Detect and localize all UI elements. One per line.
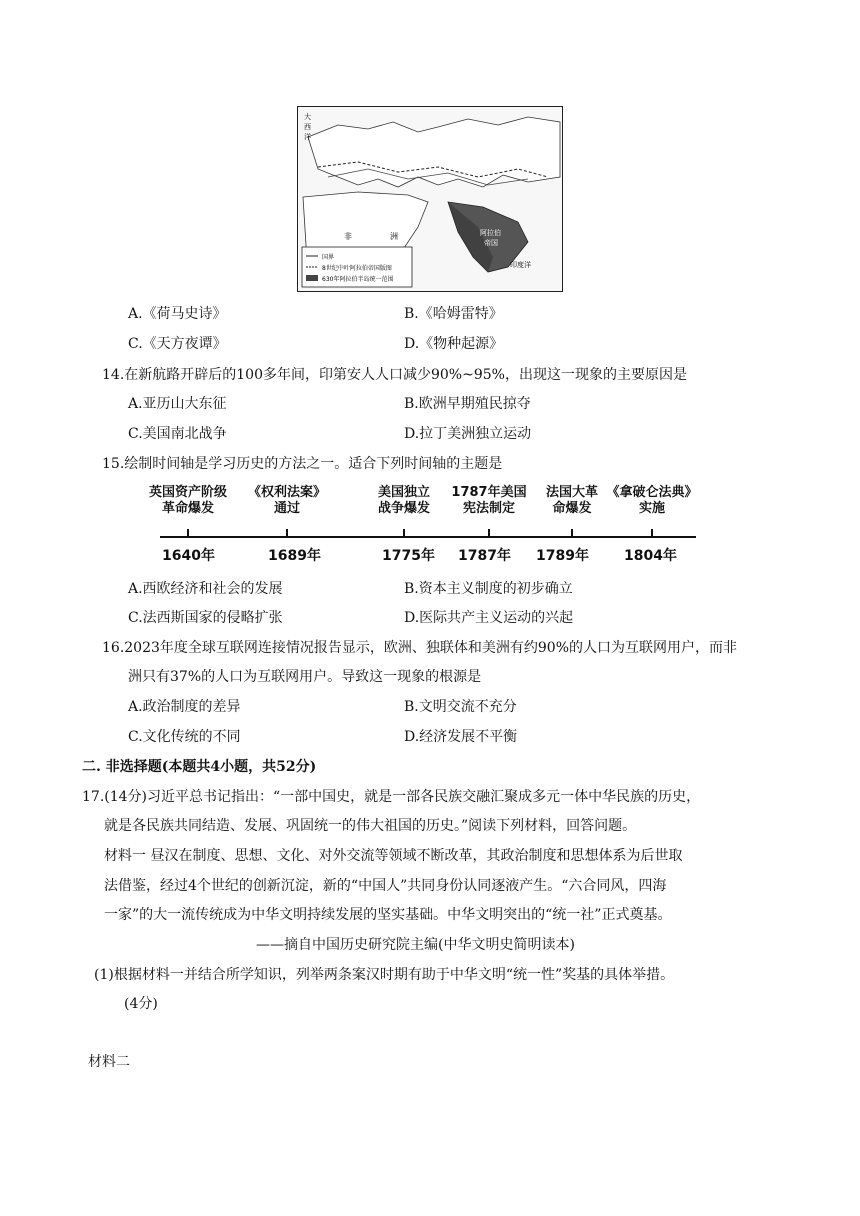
map-label: 大: [304, 113, 311, 121]
q13-option-c: C.《天方夜谭》: [128, 336, 227, 352]
timeline-year-1: 1640年: [162, 548, 215, 564]
material1-line2: 法借鉴，经过4个世纪的创新沉淀，新的“中国人”共同身份认同逐液产生。“六合同风，四海: [104, 878, 667, 894]
q14-option-b: B.欧洲早期殖民掠夺: [404, 396, 531, 412]
q14-option-d: D.拉丁美洲独立运动: [404, 426, 532, 442]
q14-stem: 14.在新航路开辟后的100多年间，印第安人人口减少90%~95%，出现这一现象的主要原因是: [102, 367, 687, 383]
map-label: 阿拉伯: [480, 229, 501, 237]
q17-sub1-line1: (1)根据材料一并结合所学知识，列举两条案汉时期有助于中华文明“统一性”奖基的具体举措。: [94, 967, 675, 983]
material1-line1: 材料一 昼汉在制度、思想、文化、对外交流等领域不断改革，其政治制度和思想体系为后世取: [104, 848, 683, 864]
q17-sub1-line2: (4分): [124, 996, 158, 1012]
map-label: 西: [304, 123, 311, 131]
timeline-event-2: 《权利法案》 通过: [247, 485, 326, 516]
q16-option-d: D.经济发展不平衡: [404, 729, 518, 745]
q16-stem-line1: 16.2023年度全球互联网连接情况报告显示，欧洲、独联体和美洲有约90%的人口为互联网用户，而非: [102, 640, 738, 656]
material2-label: 材料二: [88, 1054, 130, 1070]
q13-option-b: B.《哈姆雷特》: [404, 306, 503, 322]
legend-item-3: 630年阿拉伯半岛统一范围: [322, 276, 394, 283]
q16-stem-line2: 洲只有37%的人口为互联网用户。导致这一现象的根源是: [128, 669, 482, 685]
timeline-year-2: 1689年: [268, 548, 321, 564]
q15-option-c: C.法西斯国家的侵略扩张: [128, 610, 283, 626]
timeline-event-4: 1787年美国 宪法制定: [451, 485, 527, 516]
timeline-event-6: 《拿破仑法典》 实施: [606, 485, 698, 516]
map-label: 洋: [304, 133, 311, 141]
timeline-year-3: 1775年: [382, 548, 435, 564]
q17-line1: 17.(14分)习近平总书记指出：“一部中国史，就是一部各民族交融汇聚成多元一体中华民族的历史，: [82, 789, 701, 805]
q15-stem: 15.绘制时间轴是学习历史的方法之一。适合下列时间轴的主题是: [102, 456, 503, 472]
map-label: 帝国: [484, 239, 498, 247]
map-label: 印度洋: [510, 261, 531, 269]
q15-option-a: A.西欧经济和社会的发展: [128, 581, 283, 597]
map-label: 洲: [390, 232, 398, 241]
q13-option-d: D.《物种起源》: [404, 336, 504, 352]
timeline-event-5: 法国大革 命爆发: [545, 485, 598, 516]
material1-line3: 一家”的大一流传统成为中华文明持续发展的坚实基础。中华文明突出的“统一社”正式奠基。: [104, 907, 672, 923]
legend-item-2: 8世纪中叶阿拉伯帝国版图: [322, 265, 392, 272]
section-heading: 二. 非选择题(本题共4小题，共52分): [82, 759, 317, 775]
timeline-year-4: 1787年: [458, 548, 511, 564]
historical-map: [297, 106, 563, 292]
q14-option-c: C.美国南北战争: [128, 426, 227, 442]
q15-option-d: D.医际共产主义运动的兴起: [404, 610, 574, 626]
timeline-year-6: 1804年: [624, 548, 677, 564]
q16-option-b: B.文明交流不充分: [404, 699, 517, 715]
q16-option-c: C.文化传统的不同: [128, 729, 241, 745]
timeline-event-1: 英国资产阶级 革命爆发: [148, 485, 227, 516]
q14-option-a: A.亚历山大东征: [128, 396, 227, 412]
q17-line2: 就是各民族共同结造、发展、巩固统一的伟大祖国的历史。”阅读下列材料，回答问题。: [104, 818, 637, 834]
map-graphic: [298, 107, 562, 291]
timeline-event-3: 美国独立 战争爆发: [377, 485, 430, 516]
map-label: 非: [344, 232, 352, 241]
timeline-year-5: 1789年: [536, 548, 589, 564]
material1-source: ——摘自中国历史研究院主编(中华文明史简明读本): [256, 937, 575, 953]
legend-item-1: 国界: [322, 254, 335, 261]
q16-option-a: A.政治制度的差异: [128, 699, 241, 715]
q15-option-b: B.资本主义制度的初步确立: [404, 581, 573, 597]
q13-option-a: A.《荷马史诗》: [128, 306, 227, 322]
timeline: [148, 483, 708, 573]
